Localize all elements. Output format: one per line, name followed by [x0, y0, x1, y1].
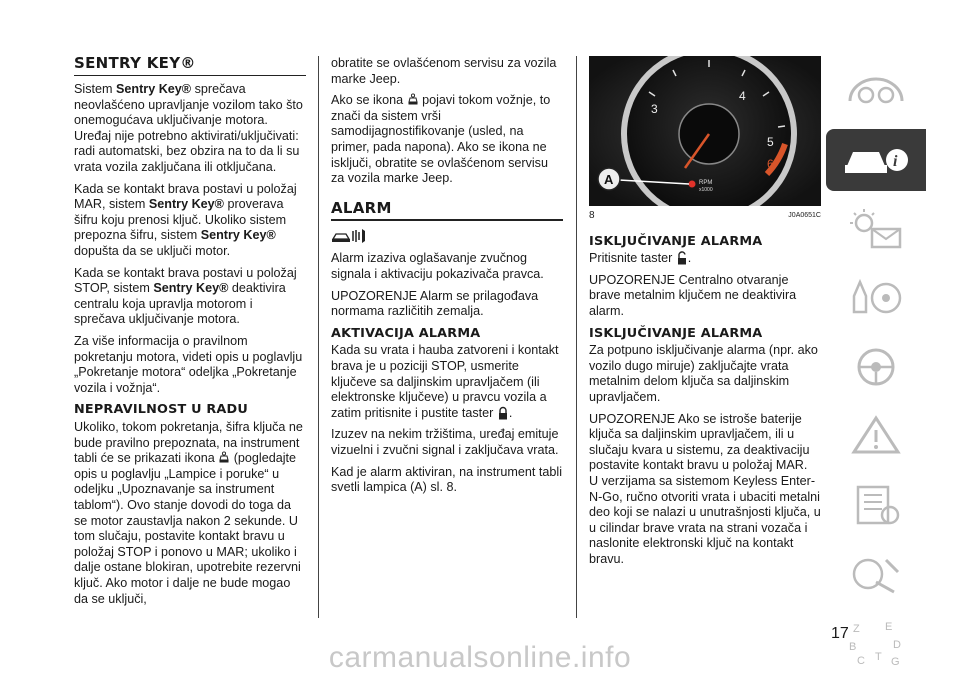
paragraph [74, 266, 306, 328]
bold-text: Sentry Key® [153, 281, 229, 296]
paragraph [74, 82, 306, 176]
maintenance-icon [846, 483, 906, 527]
text: Kada se kontakt brava postavi u položaj MAR, sistem [74, 181, 297, 212]
text: sprečava neovlašćeno upravljanje vozilom tako što onemogućava uključivanje motora. Uređaj nije potrebno aktivirati/uključivati: radi automatski, bez obzira na to da li su vrata vozila zaključana ili otključana. [74, 82, 303, 175]
paragraph [331, 93, 563, 187]
title-rule [331, 219, 563, 221]
tab-lights[interactable] [826, 198, 926, 260]
subsection-title-malfunction: NEPRAVILNOST U RADU [74, 402, 248, 418]
paragraph [74, 182, 306, 260]
text: dopušta da se uključi motor. [74, 244, 231, 259]
figure-code: J0A0651C [788, 212, 821, 219]
column-2 [331, 56, 563, 502]
rpm-label: RPM [699, 180, 713, 186]
immobilizer-car-icon [407, 93, 419, 107]
tab-maintenance[interactable] [826, 474, 926, 536]
subsection-title-alarm-activation: AKTIVACIJA ALARMA [331, 325, 481, 341]
gauge-number: 4 [739, 89, 746, 103]
index-letter: Z [853, 623, 860, 635]
bold-text: Sentry Key® [148, 197, 224, 212]
gauge-number: 3 [651, 102, 658, 116]
gauge-number: 6 [767, 157, 774, 171]
tab-steering[interactable] [826, 336, 926, 398]
text: pojavi tokom vožnje, to znači da sistem vrši samodijagnostifikovanje (usled, na primer, pada napona). Ako se ikona ne isključi, obratite se ovlašćenom servisu za vozila marke Jeep. [331, 93, 551, 186]
paragraph: U verzijama sa sistemom Keyless Enter-N-Go, ručno otvoriti vrata i ubaciti metalni deo koji se nalazi u unutrašnjosti ključa, u u cilindar brave vrata na strani vozača i naslonite elektronski ključ na kontakt bravu. [589, 473, 821, 566]
column-3 [589, 56, 821, 573]
instrument-cluster-figure [589, 56, 821, 206]
lights-icon [846, 207, 906, 251]
paragraph: Za potpuno isključivanje alarma (npr. ako vozilo dugo miruje) zaključajte vrata metalnim delom ključa sa daljinskim upravljačem. [589, 343, 818, 404]
index-letter: G [891, 656, 900, 668]
text: deaktivira centralu koja upravlja motorom i sprečava uključivanje motora. [74, 281, 286, 327]
text: proverava šifru koju prenosi ključ. Ukoliko sistem prepozna šifru, sistem [74, 197, 287, 243]
gauge-number: 5 [767, 135, 774, 149]
section-title-sentry-key: SENTRY KEY® [74, 54, 196, 72]
index-letter: D [893, 639, 901, 651]
tools-icon [846, 552, 906, 596]
tab-tools[interactable] [826, 543, 926, 605]
unlock-button-icon [676, 251, 688, 265]
text: Sistem [74, 82, 116, 97]
paragraph-warning: UPOZORENJE Alarm se prilagođava normama različitih zemalja. [331, 288, 539, 319]
paragraph [74, 420, 306, 607]
index-letter: T [875, 651, 882, 663]
bold-text: Sentry Key® [116, 82, 192, 97]
tab-warning[interactable] [826, 405, 926, 467]
text: Ukoliko, tokom pokretanja, šifra ključa ne bude pravilno prepoznata, na instrument tabli će se prikazati ikona [74, 419, 303, 466]
text: (pogledajte opis u poglavlju „Lampice i poruke“ u odeljku „Upoznavanje sa instrument tablom“). Ovo stanje dovodi do toga da se motor zaustavlja nakon 2 sekunde. U tom slučaju, postavite kontakt bravu u položaj STOP i ponovo u MAR; ukoliko i dalje ostane blokiran, upotrebite rezervni ključ. Ako motor i dalje ne bude mogao da se uključi, [74, 451, 301, 606]
chapter-tabs [826, 60, 926, 681]
alarm-warning-lamp [689, 181, 696, 188]
text: . [508, 405, 513, 420]
figure-caption [589, 208, 821, 224]
alarm-symbol-icon [331, 227, 563, 250]
text: Ako se ikona [331, 93, 404, 108]
paragraph: obratite se ovlašćenom servisu za vozila marke Jeep. [331, 56, 557, 86]
tab-car-info[interactable] [826, 129, 926, 191]
subsection-title-alarm-off: ISKLJUČIVANJE ALARMA [589, 233, 763, 249]
dashboard-icon [846, 71, 906, 111]
index-letter: B [849, 641, 857, 653]
section-title-alarm: ALARM [331, 198, 392, 217]
tab-dashboard[interactable] [826, 60, 926, 122]
page-number: 17 [831, 625, 849, 642]
paragraph: Kad je alarm aktiviran, na instrument tabli svetli lampica (A) sl. 8. [331, 464, 562, 495]
index-letter: C [857, 655, 865, 667]
lock-button-icon [497, 406, 509, 420]
text: Pritisnite taster [589, 251, 673, 266]
paragraph: Izuzev na nekim tržištima, uređaj emituje vizuelni i zvučni signal i zaključava vrata. [331, 427, 559, 457]
steering-icon [846, 345, 906, 389]
immobilizer-car-icon [218, 451, 230, 465]
car-info-icon [841, 138, 911, 182]
column-divider-2 [576, 56, 577, 618]
title-rule [74, 75, 306, 77]
paragraph: Za više informacija o pravilnom pokretanju motora, videti opis u poglavlju „Pokretanje motora“ odeljka „Pokretanje vozila i vožnja“. [74, 334, 303, 395]
svg-text:i: i [893, 153, 898, 170]
bold-text: Sentry Key® [200, 228, 276, 243]
tab-safety[interactable] [826, 267, 926, 329]
paragraph: Alarm izaziva oglašavanje zvučnog signala i aktivaciju pokazivača pravca. [331, 251, 544, 282]
paragraph-warning: UPOZORENJE Centralno otvaranje brave metalnim ključem ne deaktivira alarm. [589, 272, 797, 318]
warning-icon [846, 414, 906, 458]
subsection-title-alarm-off-2: ISKLJUČIVANJE ALARMA [589, 325, 763, 341]
text: . [687, 251, 692, 266]
paragraph [589, 251, 821, 267]
paragraph [331, 343, 563, 421]
column-1 [74, 56, 306, 613]
rpm-unit-label: x1000 [699, 187, 713, 193]
text: Kada su vrata i hauba zatvoreni i kontakt brava je u poziciji STOP, usmerite ključeve sa daljinskim upravljačem (ili elektronske ključeve) u pravcu vozila a zatim pritisnite i pustite taster [331, 343, 559, 420]
index-letter: E [885, 621, 893, 633]
safety-icon [846, 276, 906, 320]
figure-callout-a: A [604, 172, 614, 187]
text: Kada se kontakt brava postavi u položaj STOP, sistem [74, 265, 297, 296]
figure-number: 8 [589, 210, 595, 221]
column-divider-1 [318, 56, 319, 618]
paragraph-warning: UPOZORENJE Ako se istroše baterije ključa sa daljinskim upravljačem, ili u slučaju kvara u sistemu, za deaktivaciju postavite kontakt bravu u položaj MAR. [589, 411, 810, 473]
watermark: carmanualsonline.info [328, 641, 632, 674]
